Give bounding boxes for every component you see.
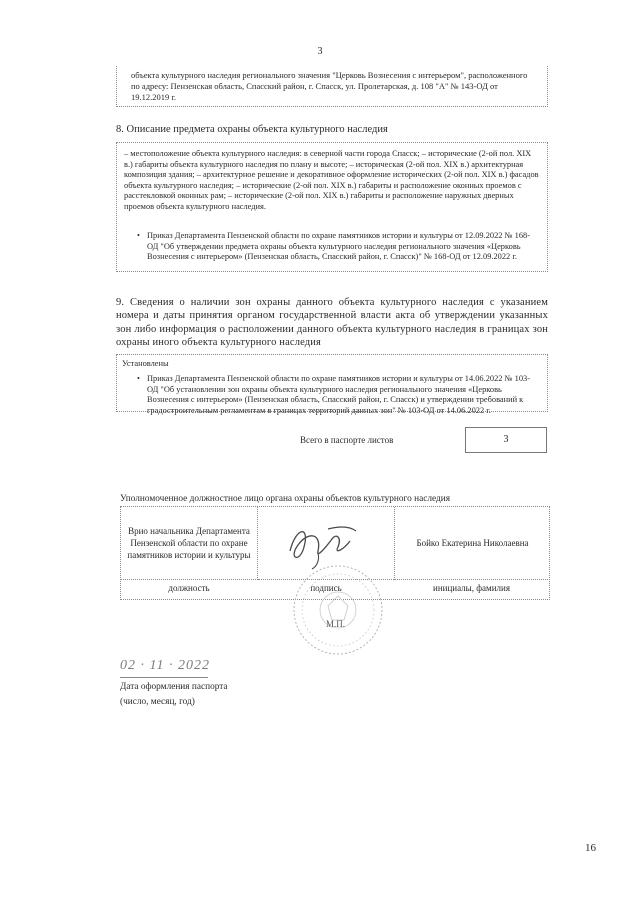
total-sheets-label: Всего в паспорте листов: [300, 435, 394, 445]
section-8-body: – местоположение объекта культурного наследия: в северной части города Спасск; – исторические (2-ой пол. XIX в.) габариты объекта культурного наследия по плану и высоте; – историческая (2-ой пол. XIX в.) архитектурная композиция здания; – архитектурное решение и декоративное оформление исторических (2-ой пол. XIX в.) фасадов объекта культурного наследия; – исторические (2-ой пол. XIX в.) габариты и расположение оконных проемов с расстекловкой оконных рам; – исторические (2-ой пол. XIX в.) габариты и расположение наружных дверных проемов объекта культурного наследия.: [124, 149, 539, 211]
official-position: [121, 507, 258, 580]
caption-name: инициалы, фамилия: [433, 583, 510, 593]
date-hint: (число, месяц, год): [120, 697, 195, 707]
bullet-dot-icon: •: [137, 374, 140, 383]
date-underline: [120, 677, 208, 678]
continued-box: [116, 66, 548, 107]
section-8-box: [116, 142, 548, 272]
total-sheets-value: 3: [465, 427, 547, 453]
official-name: [394, 507, 550, 580]
date-label: Дата оформления паспорта: [120, 682, 228, 692]
caption-position: должность: [168, 583, 210, 593]
caption-signature: подпись: [310, 583, 342, 593]
official-position-text: Врио начальника Департамента Пензенской области по охране памятников истории и культуры: [127, 526, 251, 560]
official-seal-icon: [268, 560, 408, 660]
official-name-text: Бойко Екатерина Николаевна: [416, 538, 529, 548]
page-number-top: 3: [317, 46, 323, 57]
section-8-bullet: [137, 231, 539, 263]
section-9-box: [116, 354, 548, 415]
stamp-label: М.П.: [326, 619, 346, 629]
official-heading: Уполномоченное должностное лицо органа охраны объектов культурного наследия: [120, 494, 450, 504]
section-9-label: Установлены: [122, 359, 169, 368]
section-9-bullet: [137, 374, 539, 416]
page-number-bottom: 16: [585, 842, 596, 854]
section-9-heading: 9. Сведения о наличии зон охраны данного объекта культурного наследия с указанием номера и даты принятия органом государственной власти акта об утверждении указанных зон либо информация о расположении данного объекта культурного наследия в границах зон охраны иного объекта культурного наследия: [116, 297, 548, 348]
bullet-dot-icon: •: [137, 231, 140, 240]
section-9-bullet-text: Приказ Департамента Пензенской области по охране памятников истории и культуры от 14.06.2022 № 103-ОД "Об установлении зон охраны объекта культурного наследия регионального значения «Церковь Вознесения с интерьером» (Пензенская область, Спасский район, г. Спасск) и утверждении требований к градостроительным регламентам в границах территорий данных зон" № 103-ОД от 14.06.2022 г.: [147, 374, 530, 415]
date-handwritten: 02 · 11 · 2022: [120, 658, 210, 673]
section-8-bullet-text: Приказ Департамента Пензенской области по охране памятников истории и культуры от 12.09.2022 № 168-ОД "Об утверждении предмета охраны объекта культурного наследия регионального значения «Церковь Вознесения с интерьером» (Пензенская область, Спасский район, г. Спасск)" № 168-ОД от 12.09.2022 г.: [147, 231, 530, 262]
section-8-heading: 8. Описание предмета охраны объекта культурного наследия: [116, 124, 388, 135]
continued-box-text: объекта культурного наследия регионального значения "Церковь Вознесения с интерьером", расположенного по адресу: Пензенская область, Спасский район, г. Спасск, ул. Пролетарская, д. 108 "А" № 143-ОД от 19.12.2019 г.: [131, 70, 528, 102]
